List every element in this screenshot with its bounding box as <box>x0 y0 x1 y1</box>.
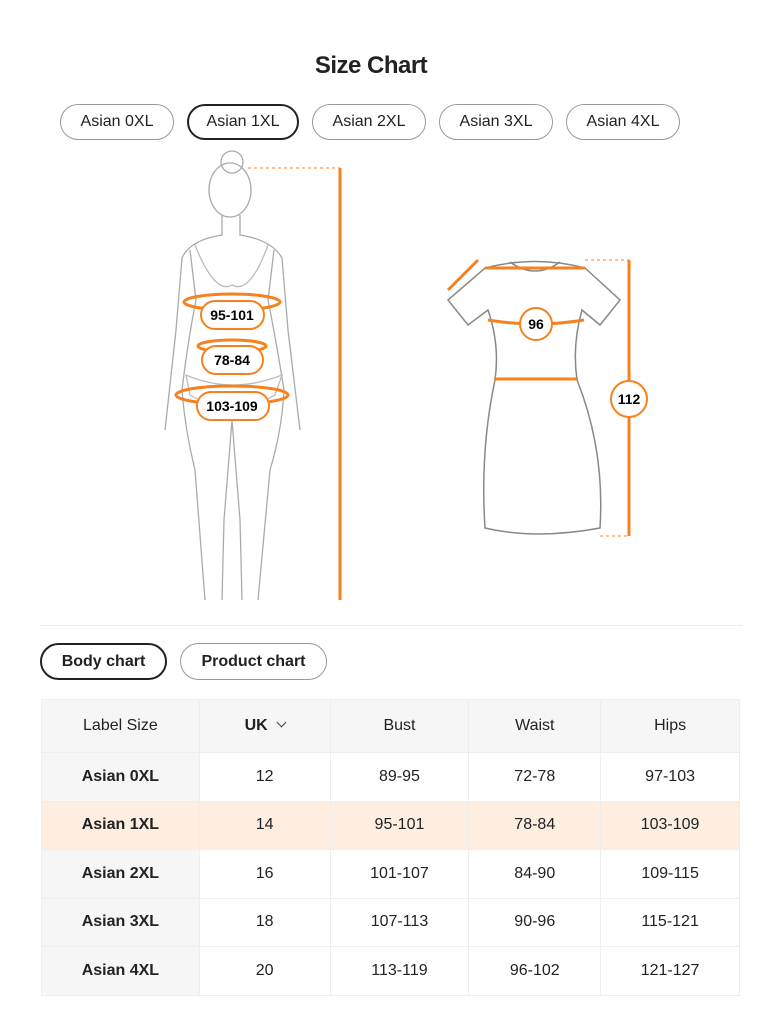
header-bust: Bust <box>330 700 469 753</box>
product-bust-label <box>520 308 552 340</box>
tab-body-chart[interactable]: Body chart <box>40 643 167 680</box>
table-cell: Asian 4XL <box>42 947 200 996</box>
table-cell: 12 <box>199 753 330 802</box>
size-table <box>41 699 740 996</box>
table-cell: 109-115 <box>601 850 740 899</box>
size-pill-4xl[interactable]: Asian 4XL <box>566 104 680 140</box>
waist-label <box>202 346 263 374</box>
table-cell: 84-90 <box>469 850 601 899</box>
table-cell: Asian 2XL <box>42 850 200 899</box>
header-waist: Waist <box>469 700 601 753</box>
table-cell: 89-95 <box>330 753 469 802</box>
table-cell: 121-127 <box>601 947 740 996</box>
size-pill-3xl[interactable]: Asian 3XL <box>439 104 553 140</box>
table-cell: 72-78 <box>469 753 601 802</box>
table-row <box>42 850 740 899</box>
table-cell: 96-102 <box>469 947 601 996</box>
hips-label <box>197 392 269 420</box>
table-row <box>42 801 740 850</box>
table-cell: Asian 3XL <box>42 898 200 947</box>
divider <box>40 625 742 626</box>
table-row <box>42 753 740 802</box>
table-cell: 101-107 <box>330 850 469 899</box>
product-length-label <box>611 381 647 417</box>
table-cell: 107-113 <box>330 898 469 947</box>
product-length-value: 112 <box>617 391 641 407</box>
table-cell: 20 <box>199 947 330 996</box>
table-cell: Asian 1XL <box>42 801 200 850</box>
table-cell: 115-121 <box>601 898 740 947</box>
table-cell: 78-84 <box>469 801 601 850</box>
chevron-down-icon <box>276 718 286 728</box>
page-title: Size Chart <box>314 52 428 79</box>
size-pill-2xl[interactable]: Asian 2XL <box>312 104 426 140</box>
size-pill-1xl[interactable]: Asian 1XL <box>187 104 299 140</box>
table-cell: 97-103 <box>601 753 740 802</box>
table-cell: 90-96 <box>469 898 601 947</box>
unit-label: UK <box>244 717 268 734</box>
table-row <box>42 947 740 996</box>
table-row <box>42 898 740 947</box>
body-bust-value: 95-101 <box>210 307 254 323</box>
table-cell: 18 <box>199 898 330 947</box>
header-unit-select[interactable] <box>199 700 330 753</box>
body-hips-value: 103-109 <box>206 398 258 414</box>
dress-figure <box>448 262 620 535</box>
body-figure <box>165 151 300 600</box>
table-cell: Asian 0XL <box>42 753 200 802</box>
size-pill-0xl[interactable]: Asian 0XL <box>60 104 174 140</box>
table-cell: 16 <box>199 850 330 899</box>
table-cell: 103-109 <box>601 801 740 850</box>
header-label-size: Label Size <box>42 700 200 753</box>
table-cell: 14 <box>199 801 330 850</box>
tab-product-chart[interactable]: Product chart <box>180 643 327 680</box>
table-cell: 113-119 <box>330 947 469 996</box>
product-bust-value: 96 <box>528 316 544 332</box>
header-hips: Hips <box>601 700 740 753</box>
measurement-illustration <box>0 145 782 615</box>
bust-label <box>201 301 264 329</box>
table-cell: 95-101 <box>330 801 469 850</box>
body-waist-value: 78-84 <box>214 352 250 368</box>
